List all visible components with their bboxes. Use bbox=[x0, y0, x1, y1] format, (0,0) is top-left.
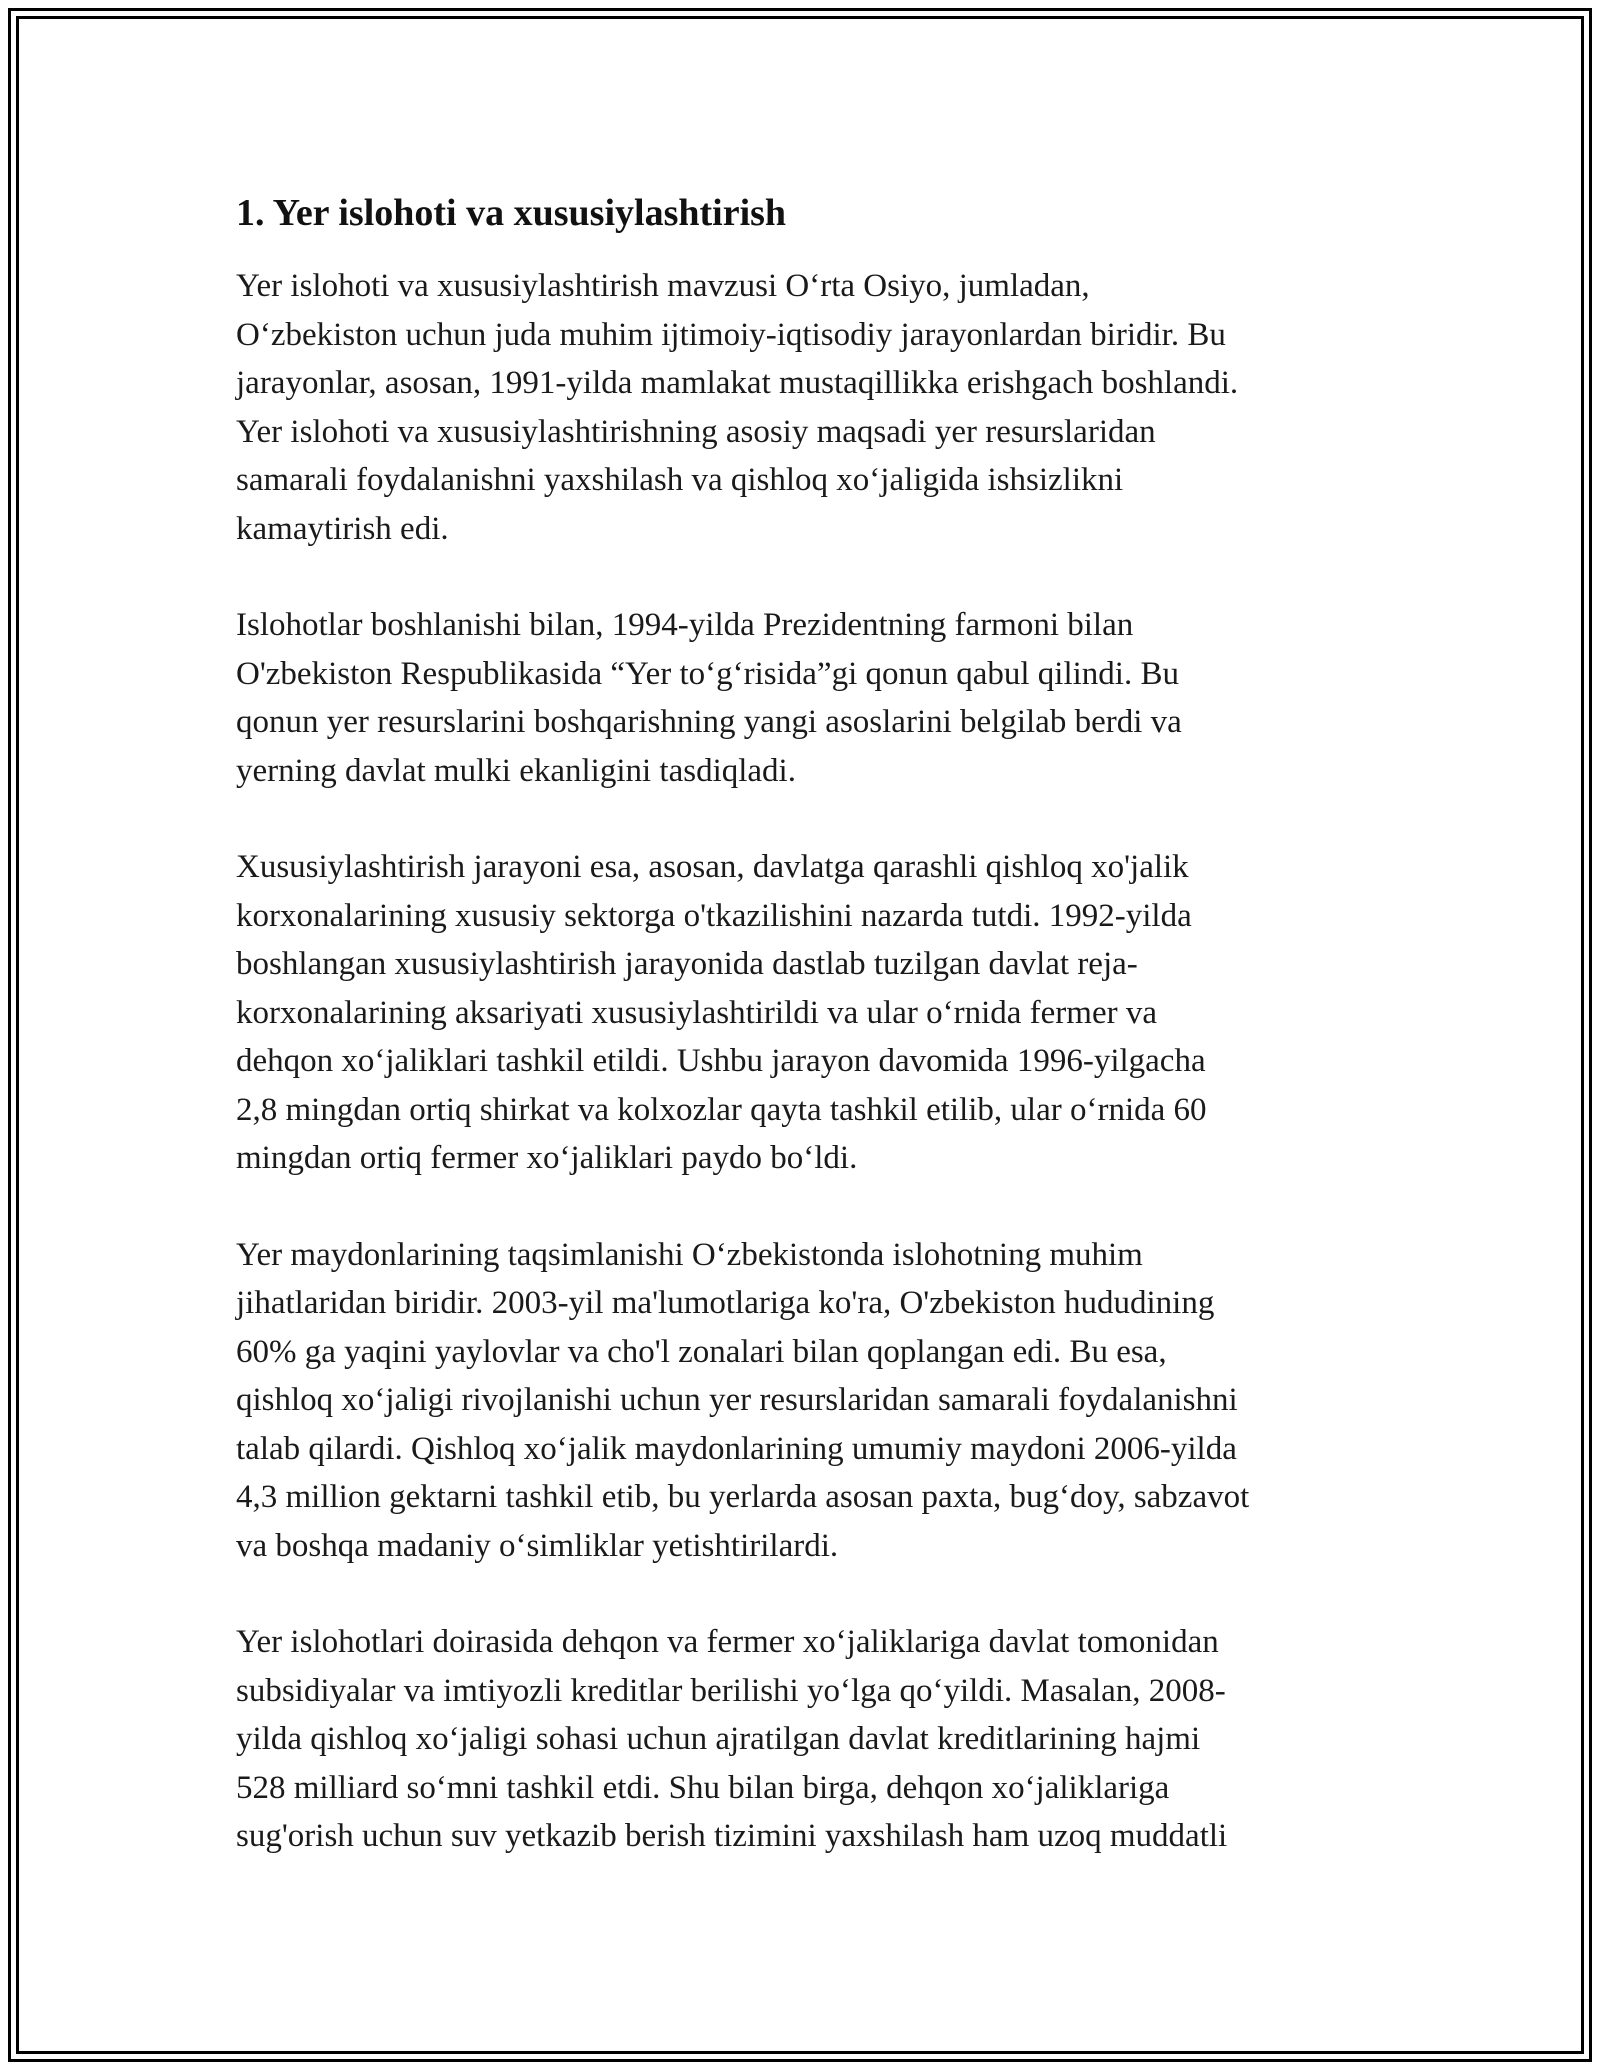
text-line: yilda qishloq xo‘jaligi sohasi uchun ajratilgan davlat kreditlarining hajmi bbox=[236, 1721, 1201, 1757]
paragraph-2 bbox=[236, 601, 1376, 795]
text-line: korxonalarining aksariyati xususiylashtirildi va ular o‘rnida fermer va bbox=[236, 994, 1157, 1031]
section-heading: 1. Yer islohoti va xususiylashtirish bbox=[236, 192, 787, 234]
text-line: qonun yer resurslarini boshqarishning yangi asoslarini belgilab berdi va bbox=[236, 704, 1182, 740]
text-line: O‘zbekiston uchun juda muhim ijtimoiy-iqtisodiy jarayonlardan biridir. Bu bbox=[236, 316, 1226, 353]
paragraph-3 bbox=[236, 843, 1376, 1183]
paragraph-5 bbox=[236, 1618, 1376, 1861]
paragraph-1 bbox=[236, 262, 1376, 553]
text-line: 60% ga yaqini yaylovlar va cho'l zonalari bilan qoplangan edi. Bu esa, bbox=[236, 1333, 1167, 1370]
text-line: 4,3 million gektarni tashkil etib, bu yerlarda asosan paxta, bug‘doy, sabzavot bbox=[236, 1479, 1250, 1515]
text-line: jarayonlar, asosan, 1991-yilda mamlakat mustaqillikka erishgach boshlandi. bbox=[236, 365, 1239, 401]
paragraph-4 bbox=[236, 1231, 1376, 1571]
text-line: dehqon xo‘jaliklari tashkil etildi. Ushbu jarayon davomida 1996-yilgacha bbox=[236, 1043, 1206, 1079]
text-line: Yer maydonlarining taqsimlanishi O‘zbekistonda islohotning muhim bbox=[236, 1236, 1143, 1273]
text-line: samarali foydalanishni yaxshilash va qishloq xo‘jaligida ishsizlikni bbox=[236, 462, 1124, 498]
text-line: qishloq xo‘jaligi rivojlanishi uchun yer resurslaridan samarali foydalanishni bbox=[236, 1382, 1238, 1418]
text-line: mingdan ortiq fermer xo‘jaliklari paydo bo‘ldi. bbox=[236, 1140, 858, 1176]
text-line: Islohotlar boshlanishi bilan, 1994-yilda Prezidentning farmoni bilan bbox=[236, 607, 1134, 643]
text-line: Yer islohotlari doirasida dehqon va fermer xo‘jaliklariga davlat tomonidan bbox=[236, 1624, 1219, 1660]
text-line: O'zbekiston Respublikasida “Yer to‘g‘risida”gi qonun qabul qilindi. Bu bbox=[236, 655, 1179, 692]
text-line: Xususiylashtirish jarayoni esa, asosan, davlatga qarashli qishloq xo'jalik bbox=[236, 849, 1189, 885]
text-line: 2,8 mingdan ortiq shirkat va kolxozlar qayta tashkil etilib, ular o‘rnida 60 bbox=[236, 1091, 1207, 1128]
text-line: Yer islohoti va xususiylashtirishning asosiy maqsadi yer resurslaridan bbox=[236, 413, 1156, 450]
text-line: sug'orish uchun suv yetkazib berish tizimini yaxshilash ham uzoq muddatli bbox=[236, 1818, 1228, 1854]
text-line: yerning davlat mulki ekanligini tasdiqladi. bbox=[236, 752, 796, 789]
text-line: 528 milliard so‘mni tashkil etdi. Shu bilan birga, dehqon xo‘jaliklariga bbox=[236, 1769, 1170, 1806]
text-line: jihatlaridan biridir. 2003-yil ma'lumotlariga ko'ra, O'zbekiston hududining bbox=[236, 1285, 1215, 1321]
text-line: va boshqa madaniy o‘simliklar yetishtirilardi. bbox=[236, 1527, 839, 1564]
document-body bbox=[236, 188, 1376, 1909]
text-line: Yer islohoti va xususiylashtirish mavzusi O‘rta Osiyo, jumladan, bbox=[236, 268, 1090, 304]
text-line: boshlangan xususiylashtirish jarayonida dastlab tuzilgan davlat reja- bbox=[236, 946, 1138, 982]
text-line: korxonalarining xususiy sektorga o'tkazilishini nazarda tutdi. 1992-yilda bbox=[236, 897, 1192, 934]
text-line: talab qilardi. Qishloq xo‘jalik maydonlarining umumiy maydoni 2006-yilda bbox=[236, 1430, 1237, 1467]
text-line: subsidiyalar va imtiyozli kreditlar berilishi yo‘lga qo‘yildi. Masalan, 2008- bbox=[236, 1672, 1226, 1709]
text-line: kamaytirish edi. bbox=[236, 510, 449, 547]
